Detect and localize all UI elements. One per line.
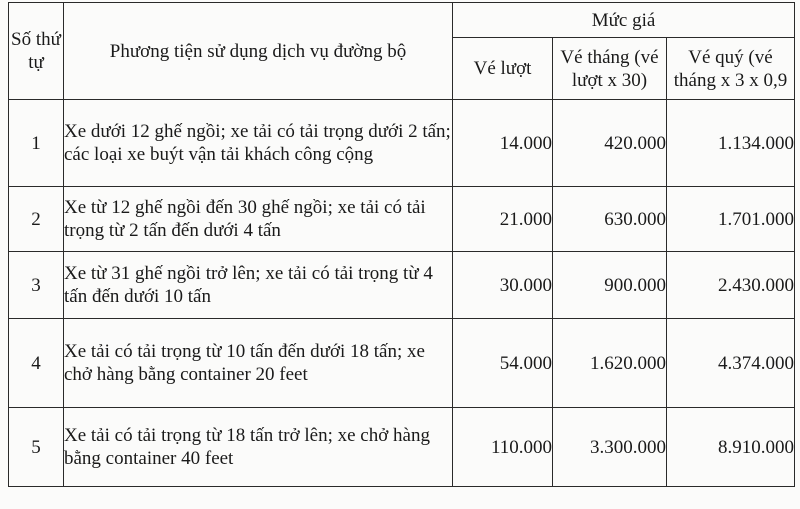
row-ve-luot: 54.000 — [453, 319, 553, 408]
header-vehicle: Phương tiện sử dụng dịch vụ đường bộ — [64, 3, 453, 100]
row-ve-thang: 1.620.000 — [553, 319, 667, 408]
row-stt: 5 — [9, 408, 64, 487]
toll-fee-table — [8, 2, 795, 487]
header-ve-thang-line1: Vé tháng (vé — [560, 46, 659, 68]
header-ve-quy-line2: tháng x 3 x 0,9 — [673, 69, 788, 91]
row-stt: 3 — [9, 252, 64, 319]
row-vehicle: Xe dưới 12 ghế ngồi; xe tải có tải trọng dưới 2 tấn; các loại xe buýt vận tải khách công cộng — [64, 100, 453, 187]
row-ve-thang: 900.000 — [553, 252, 667, 319]
row-vehicle: Xe từ 31 ghế ngồi trở lên; xe tải có tải trọng từ 4 tấn đến dưới 10 tấn — [64, 252, 453, 319]
row-ve-quy: 4.374.000 — [667, 319, 795, 408]
row-stt: 4 — [9, 319, 64, 408]
row-ve-luot: 21.000 — [453, 187, 553, 252]
row-stt: 2 — [9, 187, 64, 252]
row-vehicle: Xe tải có tải trọng từ 10 tấn đến dưới 18 tấn; xe chở hàng bằng container 20 feet — [64, 319, 453, 408]
table-row — [9, 252, 795, 319]
header-ve-quy-line1: Vé quý (vé — [688, 46, 773, 68]
header-ve-thang — [553, 38, 667, 100]
row-vehicle: Xe từ 12 ghế ngồi đến 30 ghế ngồi; xe tải có tải trọng từ 2 tấn đến dưới 4 tấn — [64, 187, 453, 252]
row-ve-quy: 1.701.000 — [667, 187, 795, 252]
row-ve-quy: 1.134.000 — [667, 100, 795, 187]
row-ve-thang: 630.000 — [553, 187, 667, 252]
table-row — [9, 319, 795, 408]
row-ve-thang: 420.000 — [553, 100, 667, 187]
header-ve-luot: Vé lượt — [453, 38, 553, 100]
row-ve-luot: 30.000 — [453, 252, 553, 319]
table-row — [9, 408, 795, 487]
row-vehicle: Xe tải có tải trọng từ 18 tấn trở lên; xe chở hàng bằng container 40 feet — [64, 408, 453, 487]
row-ve-quy: 8.910.000 — [667, 408, 795, 487]
table-row — [9, 100, 795, 187]
header-price-group: Mức giá — [453, 3, 795, 38]
row-ve-thang: 3.300.000 — [553, 408, 667, 487]
header-ve-quy — [667, 38, 795, 100]
row-ve-luot: 14.000 — [453, 100, 553, 187]
row-ve-quy: 2.430.000 — [667, 252, 795, 319]
row-stt: 1 — [9, 100, 64, 187]
row-ve-luot: 110.000 — [453, 408, 553, 487]
table-row — [9, 187, 795, 252]
header-stt: Số thứ tự — [9, 3, 64, 100]
header-ve-thang-line2: lượt x 30) — [571, 69, 648, 91]
